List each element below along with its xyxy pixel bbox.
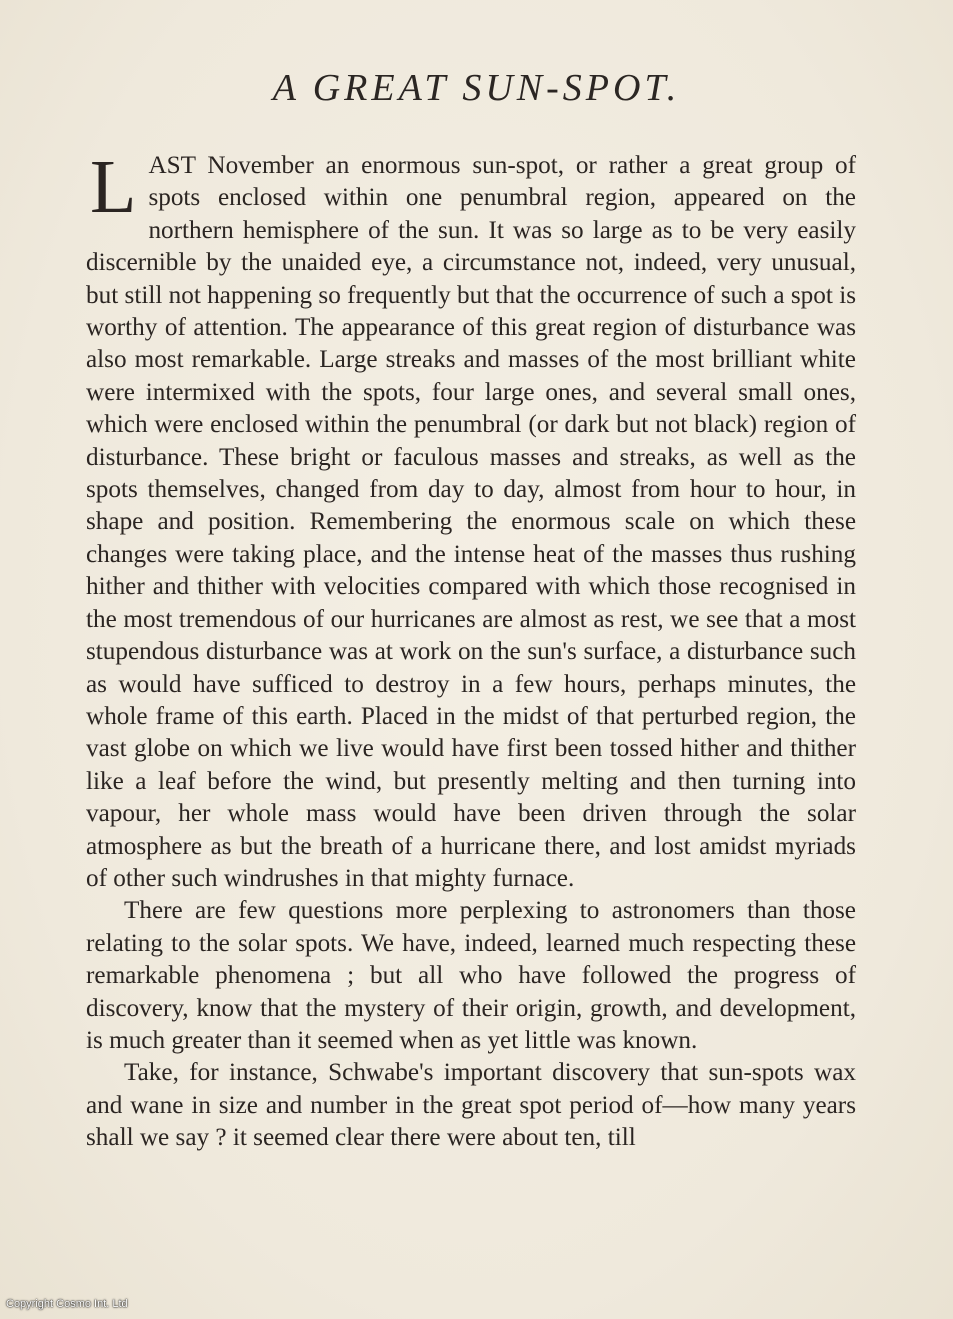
article-title: A GREAT SUN-SPOT. [272, 67, 681, 109]
paragraph-3: Take, for instance, Schwabe's important discovery that sun-spots wax and wane in size and number in the great spot period of—how many years shall we say ? it seemed clear there were about ten, till [86, 1059, 856, 1152]
copyright-watermark: Copyright Cosmo Int. Ltd [6, 1298, 128, 1310]
paragraph-2: There are few questions more perplexing to astronomers than those relating to the solar spots. We have, indeed, learned much respecting these remarkable phenomena ; but all who have followed the progress of discovery, know that the mystery of their origin, growth, and development, is much greater than it seemed when as yet little was known. [86, 897, 856, 1054]
drop-cap: L [90, 145, 137, 229]
paragraph-1-text: AST November an enormous sun-spot, or rather a great group of spots enclosed within one penumbral region, appeared on the northern hemisphere of the sun. It was so large as to be very easily discernible by the unaided eye, a circumstance not, indeed, very unusual, but still not happening so frequently but that the occurrence of such a spot is worthy of attention. The appearance of this great region of disturbance was also most remarkable. Large streaks and masses of the most brilliant white were intermixed with the spots, four large ones, and several small ones, which were enclosed within the penumbral (or dark but not black) region of disturbance. These bright or faculous masses and streaks, as well as the spots themselves, changed from day to day, almost from hour to hour, in shape and position. Remembering the enormous scale on which these changes were taking place, and the intense heat of the masses thus rushing hither and thither with velocities compared with which those recognised in the most tremendous of our hurricanes are almost as rest, we see that a most stupendous disturbance was at work on the sun's surface, a disturbance such as would have sufficed to destroy in a few hours, perhaps minutes, the whole frame of this earth. Placed in the midst of that perturbed region, the vast globe on which we live would have first been tossed hither and thither like a leaf before the wind, but presently melting and then turning into vapour, her whole mass would have been driven through the solar atmosphere as but the breath of a hurricane there, and lost amidst myriads of other such windrushes in that mighty furnace. [86, 152, 856, 892]
paragraph-1 [86, 145, 856, 895]
article-body [86, 145, 856, 1155]
